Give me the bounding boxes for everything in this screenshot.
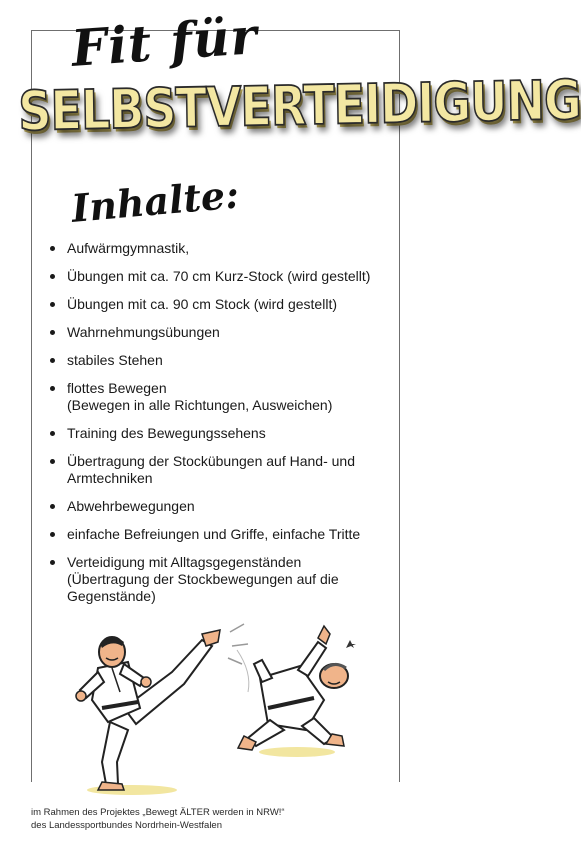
list-item <box>48 352 388 369</box>
list-item <box>48 554 388 605</box>
title-line-2: SELBSTVERTEIDIGUNG <box>17 67 581 143</box>
content-list <box>48 240 388 616</box>
list-item <box>48 268 388 285</box>
list-item <box>48 526 388 543</box>
bullet-icon <box>50 386 55 391</box>
bullet-icon <box>50 246 55 251</box>
list-item <box>48 498 388 515</box>
list-item-text: Aufwärmgymnastik, <box>67 240 190 256</box>
list-item <box>48 453 388 487</box>
list-item-subtext: (Bewegen in alle Richtungen, Ausweichen) <box>67 397 333 413</box>
footer <box>31 806 411 832</box>
list-item-text: Übungen mit ca. 90 cm Stock (wird gestellt) <box>67 296 337 312</box>
list-item-text: Wahrnehmungsübungen <box>67 324 220 340</box>
list-item <box>48 324 388 341</box>
list-item <box>48 240 388 257</box>
footer-line-1: im Rahmen des Projektes „Bewegt ÄLTER werden in NRW!“ <box>31 807 285 818</box>
bullet-icon <box>50 431 55 436</box>
list-item <box>48 380 388 414</box>
karate-kick-cartoon-icon <box>62 612 372 797</box>
list-item-text: Übertragung der Stockübungen auf Hand- und Armtechniken <box>67 453 355 486</box>
bullet-icon <box>50 330 55 335</box>
bullet-icon <box>50 532 55 537</box>
bullet-icon <box>50 504 55 509</box>
list-item-text: flottes Bewegen <box>67 380 167 396</box>
title-line-1: Fit für <box>69 6 260 78</box>
list-item-text: stabiles Stehen <box>67 352 163 368</box>
list-item <box>48 425 388 442</box>
section-title: Inhalte: <box>69 171 241 231</box>
bullet-icon <box>50 274 55 279</box>
list-item <box>48 296 388 313</box>
list-item-text: einfache Befreiungen und Griffe, einfache Tritte <box>67 526 361 542</box>
bullet-icon <box>50 302 55 307</box>
footer-line-2: des Landessportbundes Nordrhein-Westfalen <box>31 820 222 831</box>
list-item-text: Übungen mit ca. 70 cm Kurz-Stock (wird gestellt) <box>67 268 371 284</box>
bullet-icon <box>50 560 55 565</box>
bullet-icon <box>50 358 55 363</box>
list-item-text: Abwehrbewegungen <box>67 498 195 514</box>
list-item-text: Verteidigung mit Alltagsgegenständen <box>67 554 302 570</box>
list-item-subtext: (Übertragung der Stockbewegungen auf die Gegenstände) <box>67 571 339 604</box>
list-item-text: Training des Bewegungssehens <box>67 425 266 441</box>
bullet-icon <box>50 459 55 464</box>
